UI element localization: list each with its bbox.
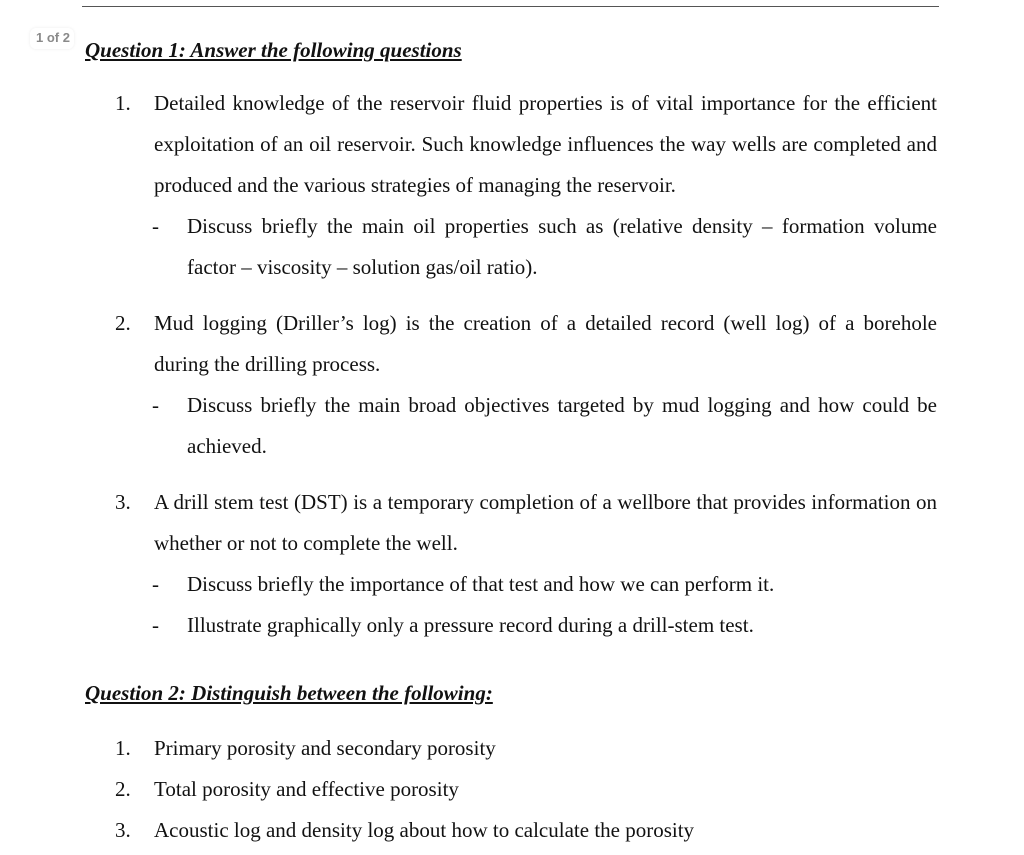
item-text: A drill stem test (DST) is a temporary completion of a wellbore that provides information on whether or not to complete the well.: [154, 490, 937, 555]
question-2-heading: Question 2: Distinguish between the following:: [85, 681, 493, 705]
question-1-item-1-subpoint-1: [152, 206, 937, 288]
question-1-item-3-subpoint-2: [152, 605, 937, 646]
item-number: 3.: [115, 818, 131, 842]
item-number: 2.: [115, 311, 131, 335]
question-1-item-3-subpoint-1: [152, 564, 937, 605]
question-2-item-2: [115, 769, 459, 810]
item-text: Primary porosity and secondary porosity: [154, 736, 496, 760]
subpoint-text: Discuss briefly the main oil properties such as (relative density – formation volume factor – viscosity – solution gas/oil ratio).: [187, 214, 937, 279]
subpoint-text: Illustrate graphically only a pressure record during a drill-stem test.: [187, 613, 754, 637]
item-number: 3.: [115, 490, 131, 514]
item-number: 1.: [115, 91, 131, 115]
question-1-heading: Question 1: Answer the following questions: [85, 38, 462, 62]
item-text: Total porosity and effective porosity: [154, 777, 459, 801]
item-number: 2.: [115, 777, 131, 801]
page-top-rule: [82, 6, 939, 7]
question-2-item-3: [115, 810, 694, 851]
subpoint-dash: -: [152, 572, 159, 596]
subpoint-text: Discuss briefly the importance of that test and how we can perform it.: [187, 572, 775, 596]
question-1-item-1: [115, 83, 937, 206]
subpoint-dash: -: [152, 393, 159, 417]
subpoint-text: Discuss briefly the main broad objectives targeted by mud logging and how could be achieved.: [187, 393, 937, 458]
page-indicator: 1 of 2: [30, 28, 74, 49]
item-text: Mud logging (Driller’s log) is the creation of a detailed record (well log) of a borehole during the drilling process.: [154, 311, 937, 376]
question-1-item-2-subpoint-1: [152, 385, 937, 467]
question-1-item-2: [115, 303, 937, 385]
question-2-item-1: [115, 728, 496, 769]
question-1-item-3: [115, 482, 937, 564]
subpoint-dash: -: [152, 613, 159, 637]
item-text: Detailed knowledge of the reservoir fluid properties is of vital importance for the efficient exploitation of an oil reservoir. Such knowledge influences the way wells are completed and produced and the various strategies of managing the reservoir.: [154, 91, 937, 197]
item-text: Acoustic log and density log about how to calculate the porosity: [154, 818, 695, 842]
subpoint-dash: -: [152, 214, 159, 238]
item-number: 1.: [115, 736, 131, 760]
